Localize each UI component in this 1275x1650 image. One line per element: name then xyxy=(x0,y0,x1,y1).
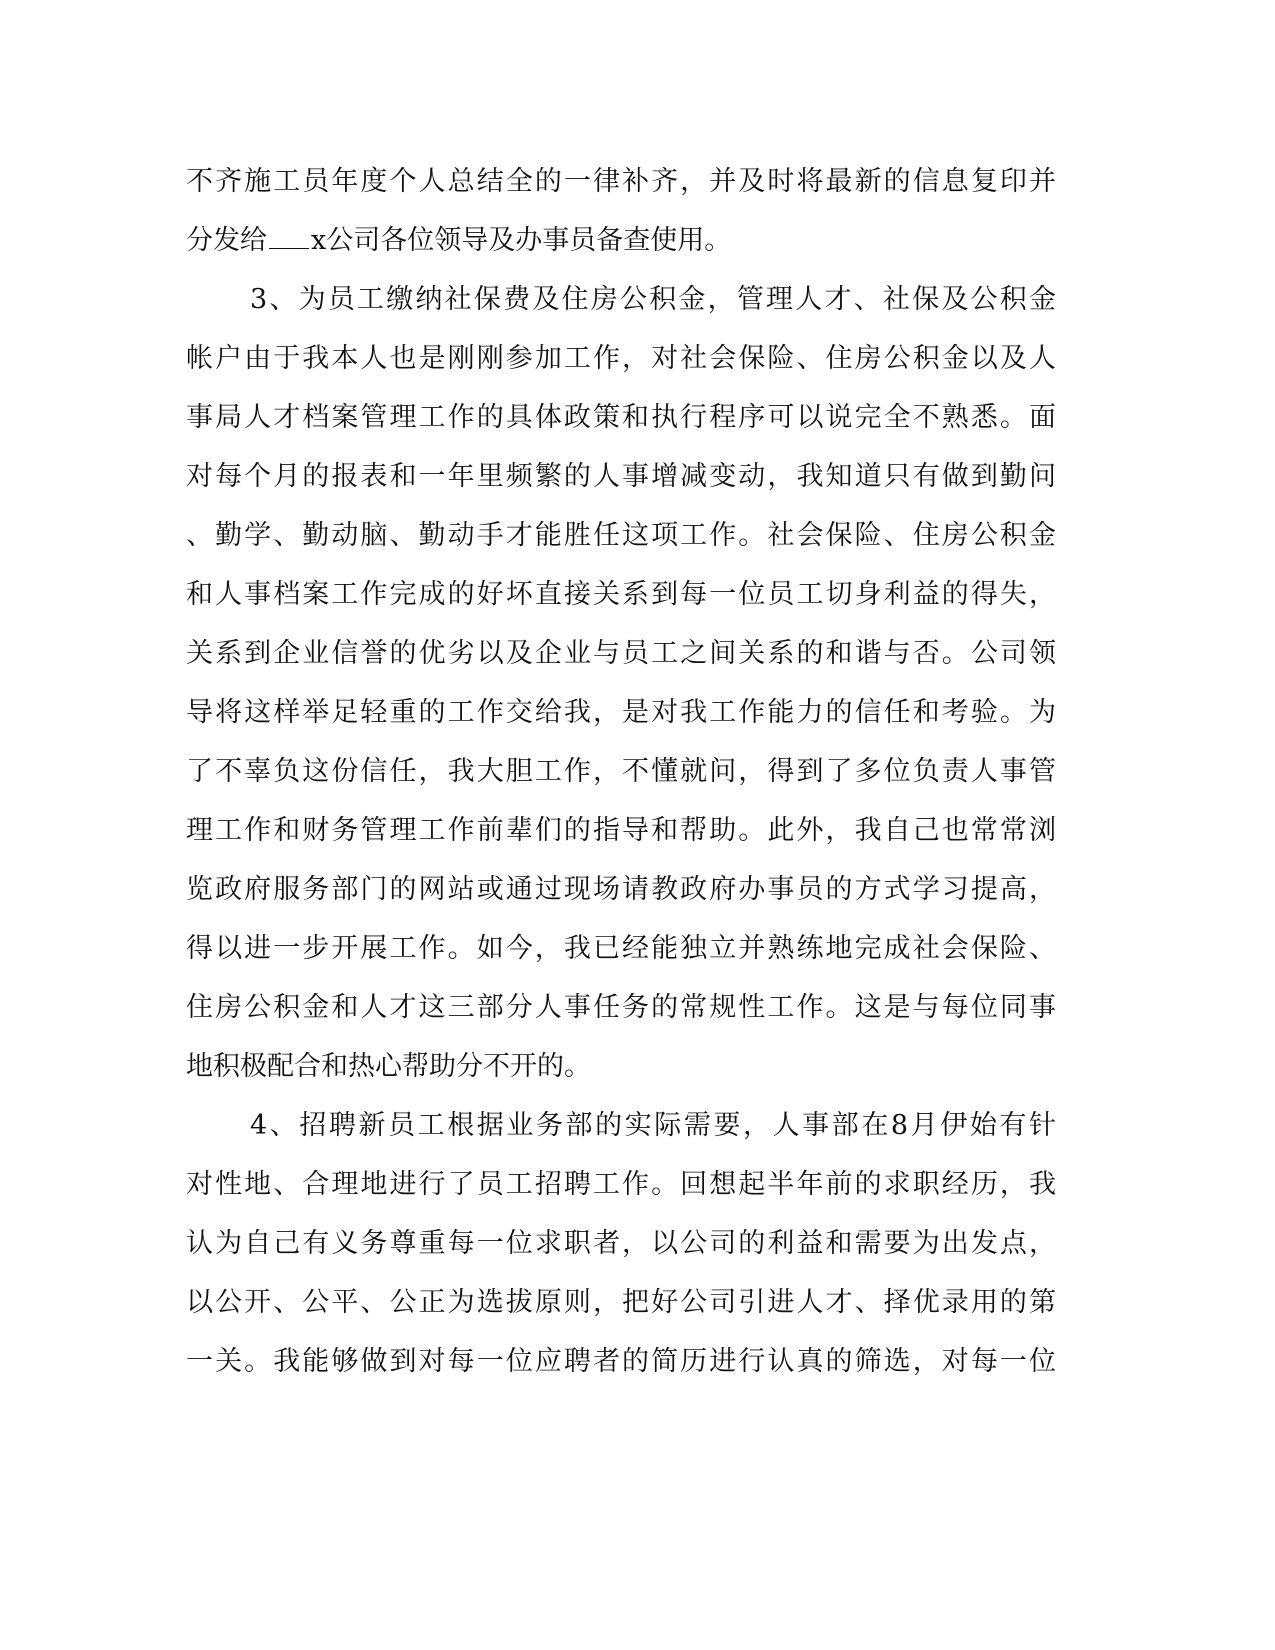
text-line-3: 3、为员工缴纳社保费及住房公积金，管理人才、社保及公积金 xyxy=(250,284,1056,315)
text-line-21: 一关。我能够做到对每一位应聘者的简历进行认真的筛选，对每一位 xyxy=(186,1346,1056,1377)
text-line-1: 不齐施工员年度个人总结全的一律补齐，并及时将最新的信息复印并 xyxy=(186,166,1056,197)
text-line-9: 关系到企业信誉的优劣以及企业与员工之间关系的和谐与否。公司领 xyxy=(186,638,1056,669)
text-line-2-rest: x公司各位领导及办事员备查使用。 xyxy=(311,225,732,256)
text-line-4: 帐户由于我本人也是刚刚参加工作，对社会保险、住房公积金以及人 xyxy=(186,343,1056,374)
text-line-14: 得以进一步开展工作。如今，我已经能独立并熟练地完成社会保险、 xyxy=(186,933,1056,964)
text-line-17: 4、招聘新员工根据业务部的实际需要，人事部在8月伊始有针 xyxy=(250,1110,1056,1141)
text-line-6: 对每个月的报表和一年里频繁的人事增减变动，我知道只有做到勤问 xyxy=(186,461,1056,492)
text-line-7: 、勤学、勤动脑、勤动手才能胜任这项工作。社会保险、住房公积金 xyxy=(186,520,1056,551)
fill-blank xyxy=(269,224,309,249)
text-line-16: 地积极配合和热心帮助分不开的。 xyxy=(186,1051,591,1082)
text-line-2-prefix: 分发给 xyxy=(186,225,267,256)
text-line-8: 和人事档案工作完成的好坏直接关系到每一位员工切身利益的得失， xyxy=(186,579,1056,610)
text-line-19: 认为自己有义务尊重每一位求职者，以公司的利益和需要为出发点， xyxy=(186,1228,1056,1259)
text-line-13: 览政府服务部门的网站或通过现场请教政府办事员的方式学习提高， xyxy=(186,874,1056,905)
text-line-5: 事局人才档案管理工作的具体政策和执行程序可以说完全不熟悉。面 xyxy=(186,402,1056,433)
text-line-15: 住房公积金和人才这三部分人事任务的常规性工作。这是与每位同事 xyxy=(186,992,1056,1023)
text-line-2 xyxy=(186,221,1056,261)
text-line-20: 以公开、公平、公正为选拔原则，把好公司引进人才、择优录用的第 xyxy=(186,1287,1056,1318)
text-line-12: 理工作和财务管理工作前辈们的指导和帮助。此外，我自己也常常浏 xyxy=(186,815,1056,846)
text-line-18: 对性地、合理地进行了员工招聘工作。回想起半年前的求职经历，我 xyxy=(186,1169,1056,1200)
text-line-10: 导将这样举足轻重的工作交给我，是对我工作能力的信任和考验。为 xyxy=(186,697,1056,728)
text-line-11: 了不辜负这份信任，我大胆工作，不懂就问，得到了多位负责人事管 xyxy=(186,756,1056,787)
